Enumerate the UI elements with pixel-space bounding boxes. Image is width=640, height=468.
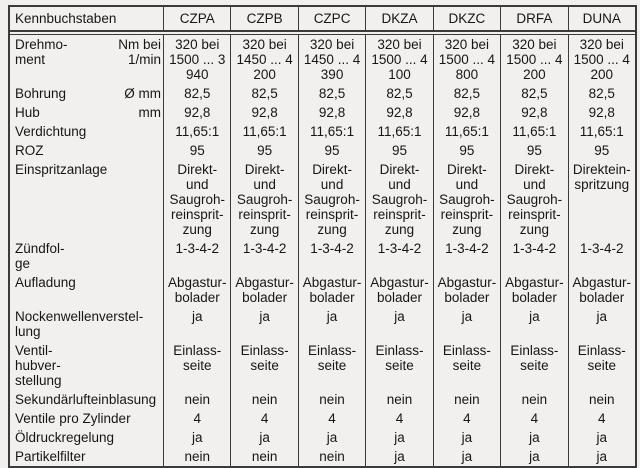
row-label-text: Sekundärlufteinblasung (15, 392, 157, 407)
cell-einspritzanlage-duna: Direktein- spritzung (568, 160, 635, 239)
cell-roz-drfa: 95 (500, 141, 567, 160)
row-label-nockenwellenverstellung (10, 307, 163, 341)
cell-ventilhubverstellung-drfa: Einlass- seite (500, 341, 567, 390)
cell-bohrung-dkza: 82,5 (365, 84, 432, 103)
cell-roz-dkza: 95 (365, 141, 432, 160)
cell-nockenwellenverstellung-dkza: ja (365, 307, 432, 341)
cell-einspritzanlage-drfa: Direkt- und Saugroh- reinsprit- zung (500, 160, 567, 239)
cell-drehmoment-dkzc: 320 bei 1500 ... 4 800 (433, 35, 500, 84)
cell-verdichtung-czpb: 11,65:1 (230, 122, 297, 141)
cell-bohrung-czpc: 82,5 (298, 84, 365, 103)
cell-roz-czpc: 95 (298, 141, 365, 160)
cell-ventile-pro-zylinder-drfa: 4 (500, 409, 567, 428)
cell-nockenwellenverstellung-czpa: ja (163, 307, 230, 341)
cell-verdichtung-czpa: 11,65:1 (163, 122, 230, 141)
cell-bohrung-czpb: 82,5 (230, 84, 297, 103)
cell-verdichtung-dkzc: 11,65:1 (433, 122, 500, 141)
cell-nockenwellenverstellung-czpb: ja (230, 307, 297, 341)
cell-hub-dkzc: 92,8 (433, 103, 500, 122)
cell-sekundaerlufteinblasung-czpc: nein (298, 390, 365, 409)
row-unit-text: mm (138, 105, 161, 120)
cell-nockenwellenverstellung-drfa: ja (500, 307, 567, 341)
cell-roz-czpb: 95 (230, 141, 297, 160)
cell-nockenwellenverstellung-dkzc: ja (433, 307, 500, 341)
cell-verdichtung-drfa: 11,65:1 (500, 122, 567, 141)
cell-zuendfolge-czpc: 1-3-4-2 (298, 239, 365, 273)
cell-bohrung-drfa: 82,5 (500, 84, 567, 103)
cell-sekundaerlufteinblasung-czpb: nein (230, 390, 297, 409)
cell-ventilhubverstellung-czpa: Einlass- seite (163, 341, 230, 390)
cell-ventilhubverstellung-dkza: Einlass- seite (365, 341, 432, 390)
cell-roz-duna: 95 (568, 141, 635, 160)
table-body (10, 34, 635, 466)
row-label-bohrung (10, 84, 163, 103)
cell-hub-drfa: 92,8 (500, 103, 567, 122)
row-unit-text: Ø mm (124, 86, 161, 101)
cell-ventile-pro-zylinder-duna: 4 (568, 409, 635, 428)
cell-hub-duna: 92,8 (568, 103, 635, 122)
cell-oeldruckregelung-czpa: ja (163, 428, 230, 447)
table-header-row (10, 7, 635, 32)
cell-roz-dkzc: 95 (433, 141, 500, 160)
row-label-zuendfolge (10, 239, 163, 273)
cell-partikelfilter-dkza: ja (365, 447, 432, 466)
cell-drehmoment-czpa: 320 bei 1500 ... 3 940 (163, 35, 230, 84)
cell-einspritzanlage-czpa: Direkt- und Saugroh- reinsprit- zung (163, 160, 230, 239)
cell-ventile-pro-zylinder-czpa: 4 (163, 409, 230, 428)
row-label-ventilhubverstellung (10, 341, 163, 390)
cell-aufladung-dkza: Abgastur- bolader (365, 273, 432, 307)
cell-aufladung-duna: Abgastur- bolader (568, 273, 635, 307)
cell-ventile-pro-zylinder-dkzc: 4 (433, 409, 500, 428)
row-label-text: Ventil- hubver- stellung (15, 343, 62, 388)
cell-sekundaerlufteinblasung-dkza: nein (365, 390, 432, 409)
cell-sekundaerlufteinblasung-drfa: nein (500, 390, 567, 409)
cell-einspritzanlage-dkzc: Direkt- und Saugroh- reinsprit- zung (433, 160, 500, 239)
cell-oeldruckregelung-dkzc: ja (433, 428, 500, 447)
cell-oeldruckregelung-duna: ja (568, 428, 635, 447)
row-label-hub (10, 103, 163, 122)
cell-drehmoment-czpc: 320 bei 1450 ... 4 390 (298, 35, 365, 84)
cell-bohrung-duna: 82,5 (568, 84, 635, 103)
header-code-czpa: CZPA (163, 7, 230, 30)
row-label-text: Aufladung (15, 275, 76, 290)
header-code-dkzc: DKZC (433, 7, 500, 30)
row-label-text: Einspritzanlage (15, 162, 108, 177)
cell-partikelfilter-czpc: nein (298, 447, 365, 466)
row-label-text: Bohrung (15, 86, 67, 101)
cell-zuendfolge-czpb: 1-3-4-2 (230, 239, 297, 273)
cell-ventile-pro-zylinder-czpb: 4 (230, 409, 297, 428)
row-label-text: Ventile pro Zylinder (15, 411, 131, 426)
row-label-oeldruckregelung (10, 428, 163, 447)
cell-verdichtung-czpc: 11,65:1 (298, 122, 365, 141)
row-label-drehmoment (10, 35, 163, 84)
engine-spec-table (8, 5, 637, 468)
cell-partikelfilter-duna: ja (568, 447, 635, 466)
row-unit-text: Nm bei 1/min (118, 37, 161, 67)
cell-drehmoment-dkza: 320 bei 1500 ... 4 100 (365, 35, 432, 84)
cell-einspritzanlage-czpc: Direkt- und Saugroh- reinsprit- zung (298, 160, 365, 239)
cell-hub-dkza: 92,8 (365, 103, 432, 122)
header-code-czpb: CZPB (230, 7, 297, 30)
cell-drehmoment-czpb: 320 bei 1450 ... 4 200 (230, 35, 297, 84)
cell-ventilhubverstellung-czpc: Einlass- seite (298, 341, 365, 390)
row-label-text: Hub (15, 105, 40, 120)
cell-aufladung-czpc: Abgastur- bolader (298, 273, 365, 307)
header-code-duna: DUNA (568, 7, 635, 30)
cell-sekundaerlufteinblasung-czpa: nein (163, 390, 230, 409)
cell-zuendfolge-dkzc: 1-3-4-2 (433, 239, 500, 273)
cell-partikelfilter-drfa: ja (500, 447, 567, 466)
cell-oeldruckregelung-dkza: ja (365, 428, 432, 447)
cell-zuendfolge-duna: 1-3-4-2 (568, 239, 635, 273)
header-label-kennbuchstaben: Kennbuchstaben (15, 11, 117, 26)
row-label-text: Verdichtung (15, 124, 87, 139)
cell-sekundaerlufteinblasung-dkzc: nein (433, 390, 500, 409)
header-code-czpc: CZPC (298, 7, 365, 30)
cell-bohrung-dkzc: 82,5 (433, 84, 500, 103)
cell-verdichtung-duna: 11,65:1 (568, 122, 635, 141)
row-label-verdichtung (10, 122, 163, 141)
cell-aufladung-drfa: Abgastur- bolader (500, 273, 567, 307)
cell-partikelfilter-czpb: nein (230, 447, 297, 466)
cell-oeldruckregelung-czpc: ja (298, 428, 365, 447)
cell-sekundaerlufteinblasung-duna: nein (568, 390, 635, 409)
cell-einspritzanlage-dkza: Direkt- und Saugroh- reinsprit- zung (365, 160, 432, 239)
row-label-partikelfilter (10, 447, 163, 466)
row-label-text: Öldruckregelung (15, 430, 115, 445)
cell-partikelfilter-dkzc: ja (433, 447, 500, 466)
cell-zuendfolge-dkza: 1-3-4-2 (365, 239, 432, 273)
cell-nockenwellenverstellung-duna: ja (568, 307, 635, 341)
cell-ventilhubverstellung-dkzc: Einlass- seite (433, 341, 500, 390)
row-label-einspritzanlage (10, 160, 163, 239)
cell-ventile-pro-zylinder-dkza: 4 (365, 409, 432, 428)
cell-nockenwellenverstellung-czpc: ja (298, 307, 365, 341)
cell-ventile-pro-zylinder-czpc: 4 (298, 409, 365, 428)
cell-hub-czpa: 92,8 (163, 103, 230, 122)
cell-drehmoment-duna: 320 bei 1500 ... 4 200 (568, 35, 635, 84)
cell-zuendfolge-drfa: 1-3-4-2 (500, 239, 567, 273)
cell-zuendfolge-czpa: 1-3-4-2 (163, 239, 230, 273)
row-label-sekundaerlufteinblasung (10, 390, 163, 409)
row-label-text: Zündfol- ge (15, 241, 65, 271)
cell-hub-czpc: 92,8 (298, 103, 365, 122)
cell-ventilhubverstellung-czpb: Einlass- seite (230, 341, 297, 390)
row-label-aufladung (10, 273, 163, 307)
cell-einspritzanlage-czpb: Direkt- und Saugroh- reinsprit- zung (230, 160, 297, 239)
row-label-ventile-pro-zylinder (10, 409, 163, 428)
row-label-roz (10, 141, 163, 160)
cell-hub-czpb: 92,8 (230, 103, 297, 122)
cell-bohrung-czpa: 82,5 (163, 84, 230, 103)
row-label-text: Partikelfilter (15, 449, 86, 464)
row-label-text: Drehmo- ment (15, 37, 68, 67)
cell-aufladung-czpa: Abgastur- bolader (163, 273, 230, 307)
cell-ventilhubverstellung-duna: Einlass- seite (568, 341, 635, 390)
cell-verdichtung-dkza: 11,65:1 (365, 122, 432, 141)
row-label-text: Nockenwellenverstel- lung (15, 309, 144, 339)
cell-roz-czpa: 95 (163, 141, 230, 160)
row-label-text: ROZ (15, 143, 44, 158)
cell-oeldruckregelung-drfa: ja (500, 428, 567, 447)
cell-aufladung-czpb: Abgastur- bolader (230, 273, 297, 307)
cell-partikelfilter-czpa: nein (163, 447, 230, 466)
cell-drehmoment-drfa: 320 bei 1500 ... 4 200 (500, 35, 567, 84)
cell-oeldruckregelung-czpb: ja (230, 428, 297, 447)
cell-aufladung-dkzc: Abgastur- bolader (433, 273, 500, 307)
header-code-dkza: DKZA (365, 7, 432, 30)
header-code-drfa: DRFA (500, 7, 567, 30)
